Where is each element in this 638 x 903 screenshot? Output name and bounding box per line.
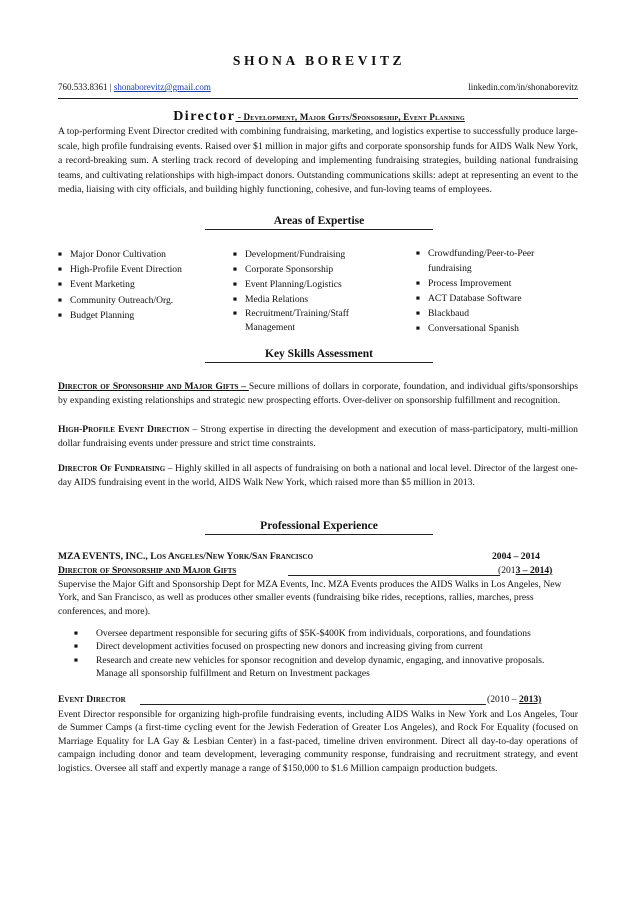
role2-line: [58, 694, 578, 708]
role1-line: [58, 565, 578, 579]
role1-rule: [288, 575, 500, 576]
company-name: MZA EVENTS, INC., Los Angeles/New York/San Francisco: [58, 551, 314, 562]
contact-row: [58, 82, 578, 94]
list-item: ■ Development/Fundraising: [233, 247, 393, 262]
skill-text: Secure millions of dollars in corporate, foundation, and individual gifts/sponsorships by expanding existing relationships and strategic new prospecting efforts. Over-deliver on sponsorship fulfillment and recognition.: [58, 381, 578, 407]
list-item: ■ Recruitment/Training/Staff Management: [233, 307, 393, 335]
candidate-name: SHONA BOREVITZ: [232, 53, 406, 68]
skill-label: Director of Sponsorship and Major Gifts –: [58, 381, 249, 392]
header-divider: [58, 98, 578, 99]
title-main: Director: [173, 109, 236, 124]
role2-dates-b: 2013): [518, 694, 542, 705]
expertise-heading: Areas of Expertise: [205, 215, 433, 230]
role1-bullets: [74, 627, 574, 680]
phone: 760.533.8361 |: [58, 82, 114, 92]
contact-left: [58, 82, 211, 92]
experience-heading: Professional Experience: [205, 520, 433, 535]
list-item: ■ Blackbaud: [416, 306, 576, 321]
list-item: ■ Media Relations: [233, 292, 393, 307]
company-dates: 2004 – 2014: [492, 551, 540, 562]
role1-title: Director of Sponsorship and Major Gifts: [58, 565, 237, 576]
role2-dates: [487, 694, 541, 705]
email-link[interactable]: shonaborevitz@gmail.com: [113, 82, 211, 92]
list-item: ■ High-Profile Event Direction: [58, 262, 218, 277]
list-item: ■ Major Donor Cultivation: [58, 247, 218, 262]
list-item: ■ Direct development activities focused on prospecting new donors and increasing giving from current: [74, 640, 574, 653]
skill-text: – Highly skilled in all aspects of fundraising on both a national and local level. Director of the largest one-day AIDS fundraising event in the world, AIDS Walk New York, which raised more than $5 million in 2013.: [58, 463, 578, 489]
skill-text: – Strong expertise in directing the development and execution of mass-participatory, multi-million dollar fundraising events under pressure and strict time constraints.: [58, 424, 578, 450]
role2-rule: [140, 704, 486, 705]
role1-description: Supervise the Major Gift and Sponsorship Dept for MZA Events, Inc. MZA Events produces the AIDS Walks in Los Angeles, New York, and San Francisco, as well as produces other smaller events (fundraising bike rides, receptions, rallies, marches, press conferences, and more).: [58, 579, 562, 617]
list-item: ■ Budget Planning: [58, 308, 218, 323]
role2-title: Event Director: [58, 694, 126, 705]
summary-paragraph: A top-performing Event Director credited with combining fundraising, marketing, and logistics expertise to successfully produce large-scale, high profile fundraising events. Raised over $1 million in major gifts and corporate sponsorship funds for AIDS Walk New York, a record-breaking sum. A sterling track record of developing and implementing fundraising strategies, building national fundraising teams, and cultivating relationships with high-impact donors. Outstanding communications skills: adept at representing an event to the media, liaising with city officials, and building highly functioning, cohesive, and fun-loving teams of employees.: [58, 126, 578, 196]
expertise-col-2: [233, 247, 393, 335]
role1-dates-a: (201: [498, 565, 516, 576]
list-item: ■ Process Improvement: [416, 276, 576, 291]
list-item: ■ Oversee department responsible for securing gifts of $5K-$400K from individuals, corporations, and foundations: [74, 627, 574, 640]
job-title: [0, 107, 638, 125]
role2-description: Event Director responsible for organizing high-profile fundraising events, including AIDS Walks in New York and Los Angeles, Tour de Summer Camps (a first-time cycling event for the Jewish Federation of Greater Los Angeles), and Rock For Equality (focused on Marriage Equality for LA Gay & Lesbian Center) in a fast-paced, timeline driven environment. Direct all day-to-day operations of campaign including donor and team development, leveraging community response, fundraising and recruitment strategy, and event logistics. Oversee all staff and expertly manage a range of $150,000 to $1.6 Million campaign production budgets.: [58, 709, 578, 774]
expertise-col-3: [416, 247, 576, 336]
role2-dates-a: (2010 –: [487, 694, 519, 705]
role1-dates: [498, 565, 552, 576]
list-item: ■ Event Planning/Logistics: [233, 277, 393, 292]
skill-label: High-Profile Event Direction: [58, 424, 190, 435]
list-item: ■ Community Outreach/Org.: [58, 293, 218, 308]
skills-heading: Key Skills Assessment: [205, 348, 433, 363]
role1-dates-b: 3 – 2014): [515, 565, 553, 576]
list-item: ■ Research and create new vehicles for sponsor recognition and develop dynamic, engaging, and innovative proposals. Manage all sponsorship fulfillment and Return on Investment packages: [74, 654, 574, 681]
list-item: ■ Conversational Spanish: [416, 321, 576, 336]
skill-item-3: [58, 462, 578, 491]
list-item: ■ ACT Database Software: [416, 291, 576, 306]
skill-label: Director Of Fundraising: [58, 463, 166, 474]
skill-item-1: [58, 380, 578, 409]
expertise-col-1: [58, 247, 218, 323]
list-item: ■ Crowdfunding/Peer-to-Peer fundraising: [416, 247, 576, 276]
linkedin-url: linkedin.com/in/shonaborevitz: [468, 82, 578, 92]
company-line: [58, 551, 578, 565]
list-item: ■ Event Marketing: [58, 277, 218, 292]
list-item: ■ Corporate Sponsorship: [233, 262, 393, 277]
title-specialties: - Development, Major Gifts/Sponsorship, Event Planning: [235, 112, 465, 122]
skill-item-2: [58, 423, 578, 452]
